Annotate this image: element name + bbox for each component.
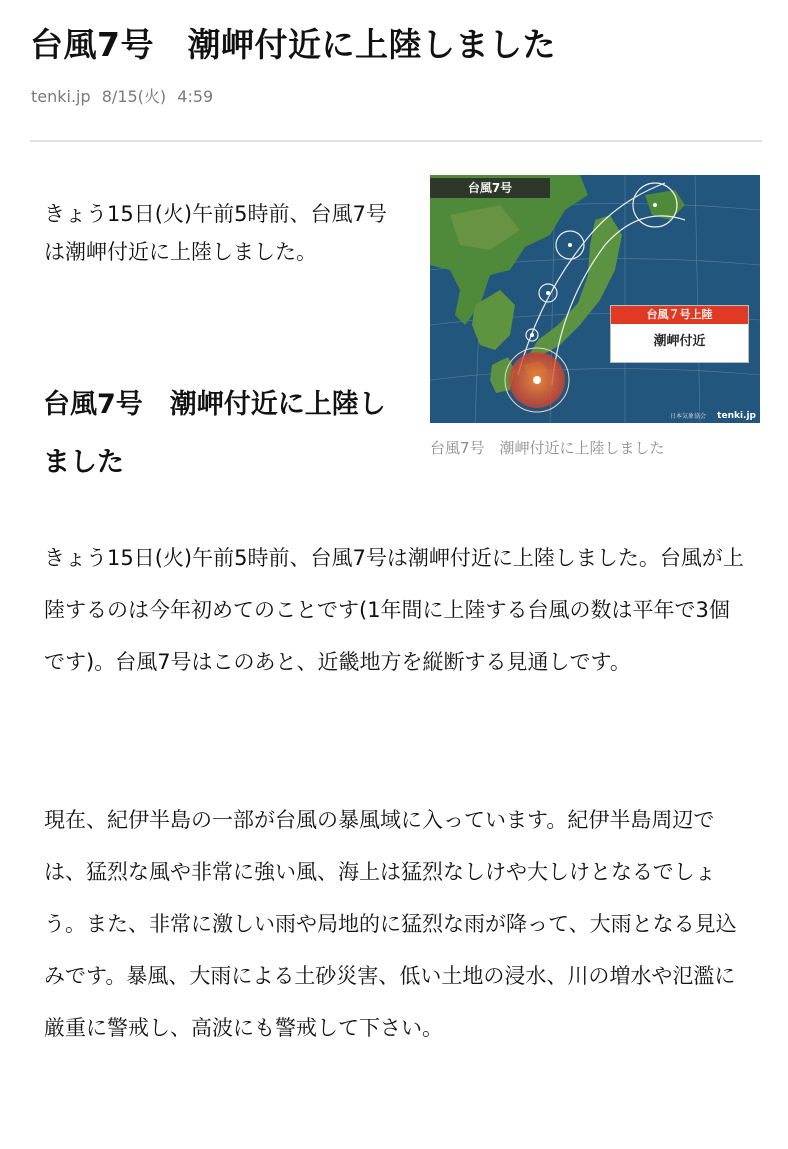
map-title: 台風7号 [430, 178, 550, 198]
article-figure [430, 175, 760, 465]
map-graphic [430, 175, 760, 423]
landfall-label: 台風７号上陸 [611, 306, 748, 324]
agency-credit: 日本気象協会 [669, 413, 706, 420]
body-paragraph-2: 現在、紀伊半島の一部が台風の暴風域に入っています。紀伊半島周辺では、猛烈な風や非常に強い風、海上は猛烈なしけや大しけとなるでしょう。また、非常に激しい雨や局地的に猛烈な雨が降って、大雨となる見込みです。暴風、大雨による土砂災害、低い土地の浸水、川の増水や氾濫に厳重に警戒し、高波にも警戒して下さい。 [44, 808, 737, 1040]
publish-date: 8/15(火) [101, 87, 167, 106]
landfall-callout [610, 305, 749, 363]
article-meta [31, 86, 213, 108]
tenki-logo: tenki.jp [717, 411, 756, 421]
article-title: 台風7号 潮岬付近に上陸しました [30, 25, 556, 64]
lead-text: きょう15日(火)午前5時前、台風7号は潮岬付近に上陸しました。 [44, 202, 387, 264]
publish-time: 4:59 [177, 87, 214, 106]
typhoon-forecast-map[interactable] [430, 175, 760, 423]
landfall-place: 潮岬付近 [653, 334, 706, 349]
body-paragraph-1: きょう15日(火)午前5時前、台風7号は潮岬付近に上陸しました。台風が上陸するのは今年初めてのことです(1年間に上陸する台風の数は平年で3個です)。台風7号はこのあと、近畿地方を縦断する見通しです。 [44, 546, 744, 674]
source-link[interactable]: tenki.jp [31, 87, 91, 106]
section-heading: 台風7号 潮岬付近に上陸しました [43, 389, 386, 478]
figure-caption: 台風7号 潮岬付近に上陸しました [430, 439, 665, 457]
header-divider [30, 140, 762, 142]
